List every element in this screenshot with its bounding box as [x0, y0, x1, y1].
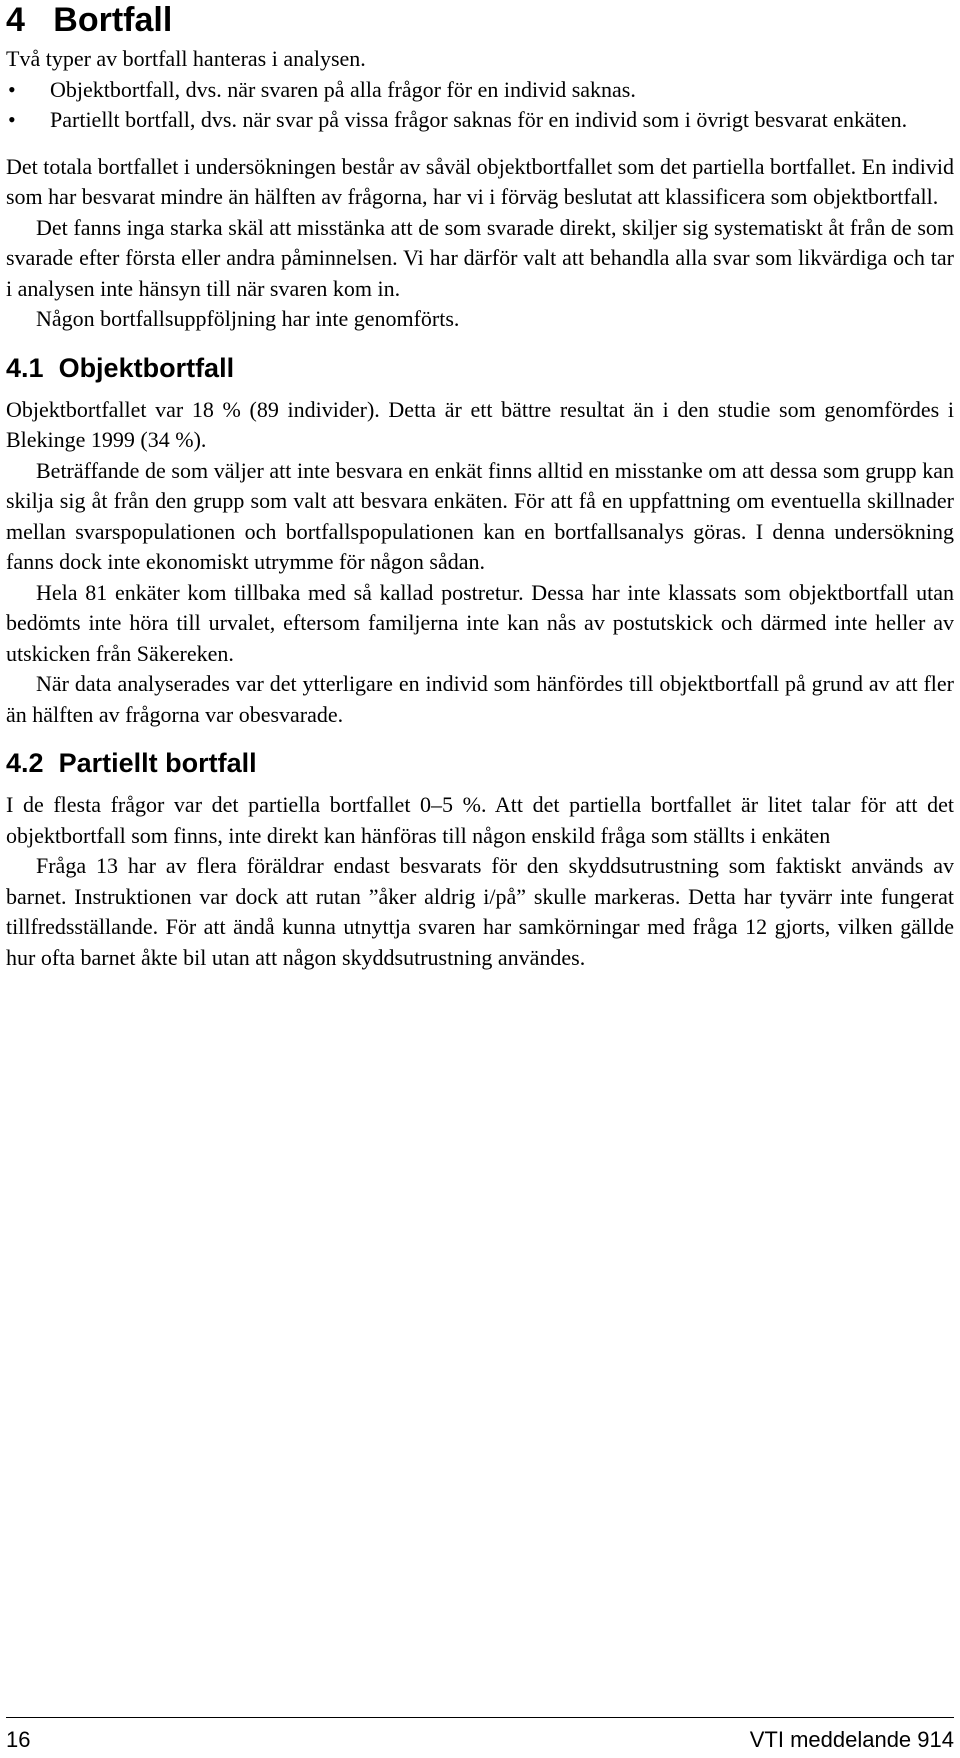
body-paragraph: Beträffande de som väljer att inte besvara en enkät finns alltid en misstanke om att dessa som grupp kan skilja sig åt från den grupp som valt att besvara enkäten. För att få en uppfattning om eventuella skillnader mellan svarspopulationen och bortfallspopulationen kan en bortfallsanalys göras. I denna undersökning fanns dock inte ekonomiskt utrymme för någon sådan.	[6, 457, 954, 574]
footer-divider	[6, 1717, 954, 1718]
chapter-title: Bortfall	[53, 1, 173, 39]
section-heading	[6, 746, 954, 780]
document-page	[6, 0, 954, 973]
bullet-icon: •	[8, 76, 16, 102]
bullet-icon: •	[8, 107, 16, 132]
list-item: • Objektbortfall, dvs. när svaren på alla frågor för en individ saknas.	[6, 75, 954, 106]
chapter-heading	[6, 0, 954, 40]
list-item: • Partiellt bortfall, dvs. när svar på vissa frågor saknas för en individ som i övrigt besvarat enkäten.	[6, 105, 954, 136]
page-number: 16	[6, 1727, 31, 1752]
body-paragraph: Någon bortfallsuppföljning har inte genomförts.	[36, 306, 460, 331]
publication-name: VTI meddelande 914	[749, 1727, 954, 1752]
intro-text: Två typer av bortfall hanteras i analysen.	[6, 46, 366, 71]
body-paragraph: Fråga 13 har av flera föräldrar endast besvarats för den skyddsutrustning som faktiskt används av barnet. Instruktionen var dock att rutan ”åker aldrig i/på” skulle markeras. Detta har tyvärr inte fungerat tillfredsställande. För att ändå kunna utnyttja svaren har samkörningar med fråga 12 gjorts, vilken gällde hur ofta barnet åkte bil utan att någon skyddsutrustning användes.	[6, 853, 954, 970]
page-footer	[6, 1727, 954, 1753]
body-paragraph: I de flesta frågor var det partiella bortfallet 0–5 %. Att det partiella bortfallet är litet talar för att det objektbortfall som finns, inte direkt kan hänföras till någon enskild fråga som ställts i enkäten	[6, 792, 954, 848]
section-heading	[6, 351, 954, 385]
body-paragraph: Det fanns inga starka skäl att misstänka att de som svarade direkt, skiljer sig systematiskt åt från de som svarade efter första eller andra påminnelsen. Vi har därför valt att behandla alla svar som likvärdiga och tar i analysen inte hänsyn till när svaren kom in.	[6, 214, 954, 301]
chapter-number: 4	[6, 1, 25, 39]
section-title: Objektbortfall	[58, 352, 235, 383]
body-paragraph: Objektbortfallet var 18 % (89 individer). Detta är ett bättre resultat än i den studie som genomfördes i Blekinge 1999 (34 %).	[6, 396, 954, 452]
section-number: 4.2	[6, 748, 44, 778]
body-paragraph: Hela 81 enkäter kom tillbaka med så kallad postretur. Dessa har inte klassats som objektbortfall utan bedömts inte höra till urvalet, eftersom familjerna inte kan nås av postutskick och därmed inte heller av utskicken från Säkereken.	[6, 579, 954, 666]
bortfall-type-list	[6, 75, 954, 136]
body-paragraph: När data analyserades var det ytterligare en individ som hänfördes till objektbortfall på grund av att fler än hälften av frågorna var obesvarade.	[6, 671, 954, 727]
section-title: Partiellt bortfall	[58, 748, 257, 778]
body-paragraph: Det totala bortfallet i undersökningen består av såväl objektbortfallet som det partiella bortfallet. En individ som har besvarat mindre än hälften av frågorna, har vi i förväg beslutat att klassificera som objektbortfall.	[6, 153, 954, 209]
section-number: 4.1	[6, 352, 44, 383]
